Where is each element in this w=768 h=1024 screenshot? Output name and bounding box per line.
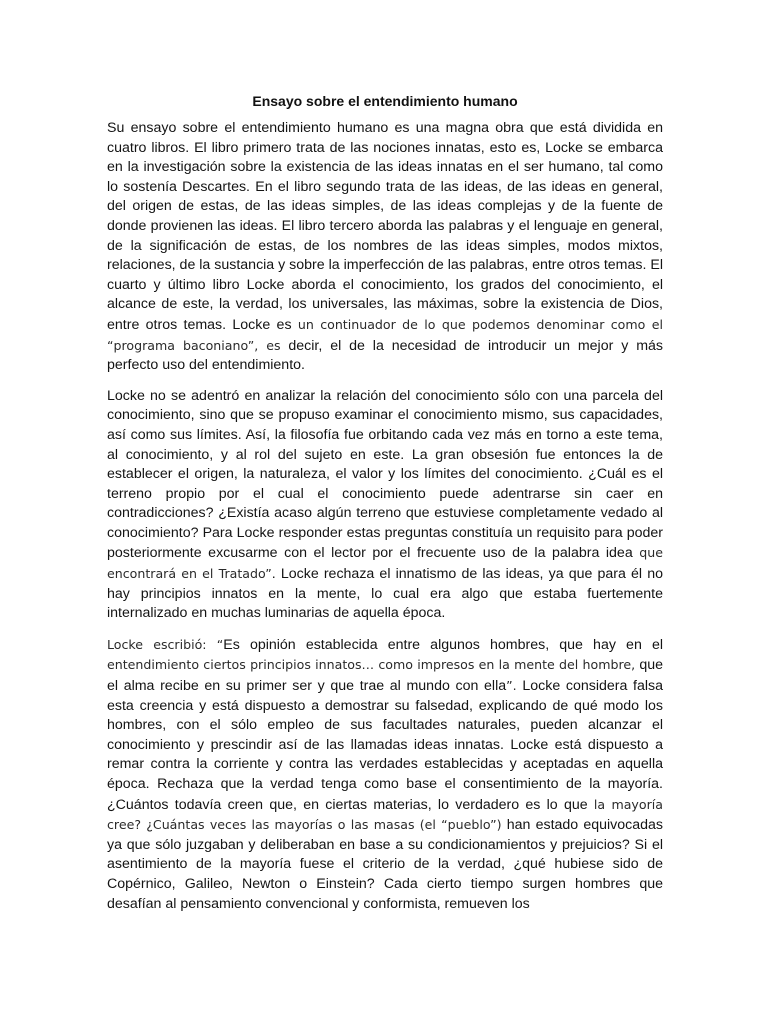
paragraph-3-quote-middle: entendimiento ciertos principios innatos… como impresos en la mente del hombre, bbox=[107, 657, 636, 673]
paragraph-3-quote-close: ”. bbox=[506, 678, 523, 694]
paragraph-1-text-a: Su ensayo sobre el entendimiento humano es una magna obra que está dividida en cuatro libros. El libro primero trata de las nociones innatas, esto es, Locke se embarca en la investigación sobre la existencia de las ideas innatas en el ser humano, tal como lo sostenía Descartes. En el libro segundo trata de las ideas, de las ideas en general, del origen de estas, de las ideas simples, de las ideas complejas y de la fuente de donde provienen las ideas. El libro tercero aborda las palabras y el lenguaje en general, de la significación de estas, de los nombres de las ideas simples, modos mixtos, relaciones, de la sustancia y sobre la imperfección de las palabras, entre otros temas. El cuarto y último libro Locke aborda el conocimiento, los grados del conocimiento, el alcance de este, la verdad, los universales, las máximas, sobre la existencia de Dios, entre otros temas. Locke es bbox=[107, 120, 663, 333]
paragraph-2 bbox=[107, 387, 663, 624]
paragraph-2-text-a: Locke no se adentró en analizar la relación del conocimiento sólo con una parcela del conocimiento, sino que se propuso examinar el conocimiento mismo, sus capacidades, así como sus límites. Así, la filosofía fue orbitando cada vez más en torno a este tema, al conocimiento, y al rol del sujeto en este. La gran obsesión fue entonces la de establecer el origen, la naturaleza, el valor y los límites del conocimiento. ¿Cuál es el terreno propio por el cual el conocimiento puede adentrarse sin caer en contradicciones? ¿Existía acaso algún terreno que estuviese completamente vedado al conocimiento? Para Locke responder estas preguntas constituía un requisito para poder posteriormente excusarme con el lector por el frecuente uso de la palabra idea bbox=[107, 387, 663, 562]
paragraph-1-quote: un continuador de lo que podemos denominar como el “programa baconiano”, es bbox=[107, 316, 663, 353]
paragraph-2-text-c: . Locke rechaza el innatismo de las ideas, ya que para él no hay principios innatos en la mente, lo cual era algo que estaba fuertemente internalizado en muchas luminarias de aquella época. bbox=[107, 566, 663, 622]
paragraph-3-quote-end: que el alma recibe en su primer ser y que trae al mundo con ella bbox=[107, 657, 663, 695]
document-page bbox=[107, 93, 663, 925]
paragraph-1 bbox=[107, 119, 663, 376]
paragraph-3-text-g: la mayoría cree? ¿Cuántas veces las mayorías o las masas (el “pueblo”) bbox=[107, 796, 663, 833]
paragraph-3 bbox=[107, 635, 663, 914]
paragraph-1-text-c: decir, el de la necesidad de introducir un mejor y más perfecto uso del entendimiento. bbox=[107, 337, 663, 374]
paragraph-3-quote-start: Es opinión establecida entre algunos hombres, que hay en el bbox=[223, 636, 663, 653]
paragraph-3-text-f: Locke considera falsa esta creencia y está dispuesto a demostrar su falsedad, explicando de qué modo los hombres, con el sólo empleo de sus facultades naturales, pueden alcanzar el conocimiento y prescindir así de las llamadas ideas innatas. Locke está dispuesto a remar contra la corriente y contra las verdades establecidas y aceptadas en aquella época. Rechaza que la verdad tenga como base el consentimiento de la mayoría. ¿Cuántos todavía creen que, en ciertas materias, lo verdadero es lo que bbox=[107, 678, 664, 813]
paragraph-3-intro: Locke escribió: “ bbox=[107, 636, 224, 652]
document-title: Ensayo sobre el entendimiento humano bbox=[252, 93, 518, 109]
paragraph-3-text-h: han estado equivocadas ya que sólo juzgaban y deliberaban en base a su condicionamientos y prejuicios? Si el asentimiento de la mayoría fuese el criterio de la verdad, ¿qué hubiese sido de Copérnico, Galileo, Newton o Einstein? Cada cierto tiempo surgen hombres que desafían al pensamiento convencional y conformista, remueven los bbox=[107, 817, 664, 912]
paragraph-2-quote: que encontrará en el Tratado” bbox=[107, 545, 663, 582]
